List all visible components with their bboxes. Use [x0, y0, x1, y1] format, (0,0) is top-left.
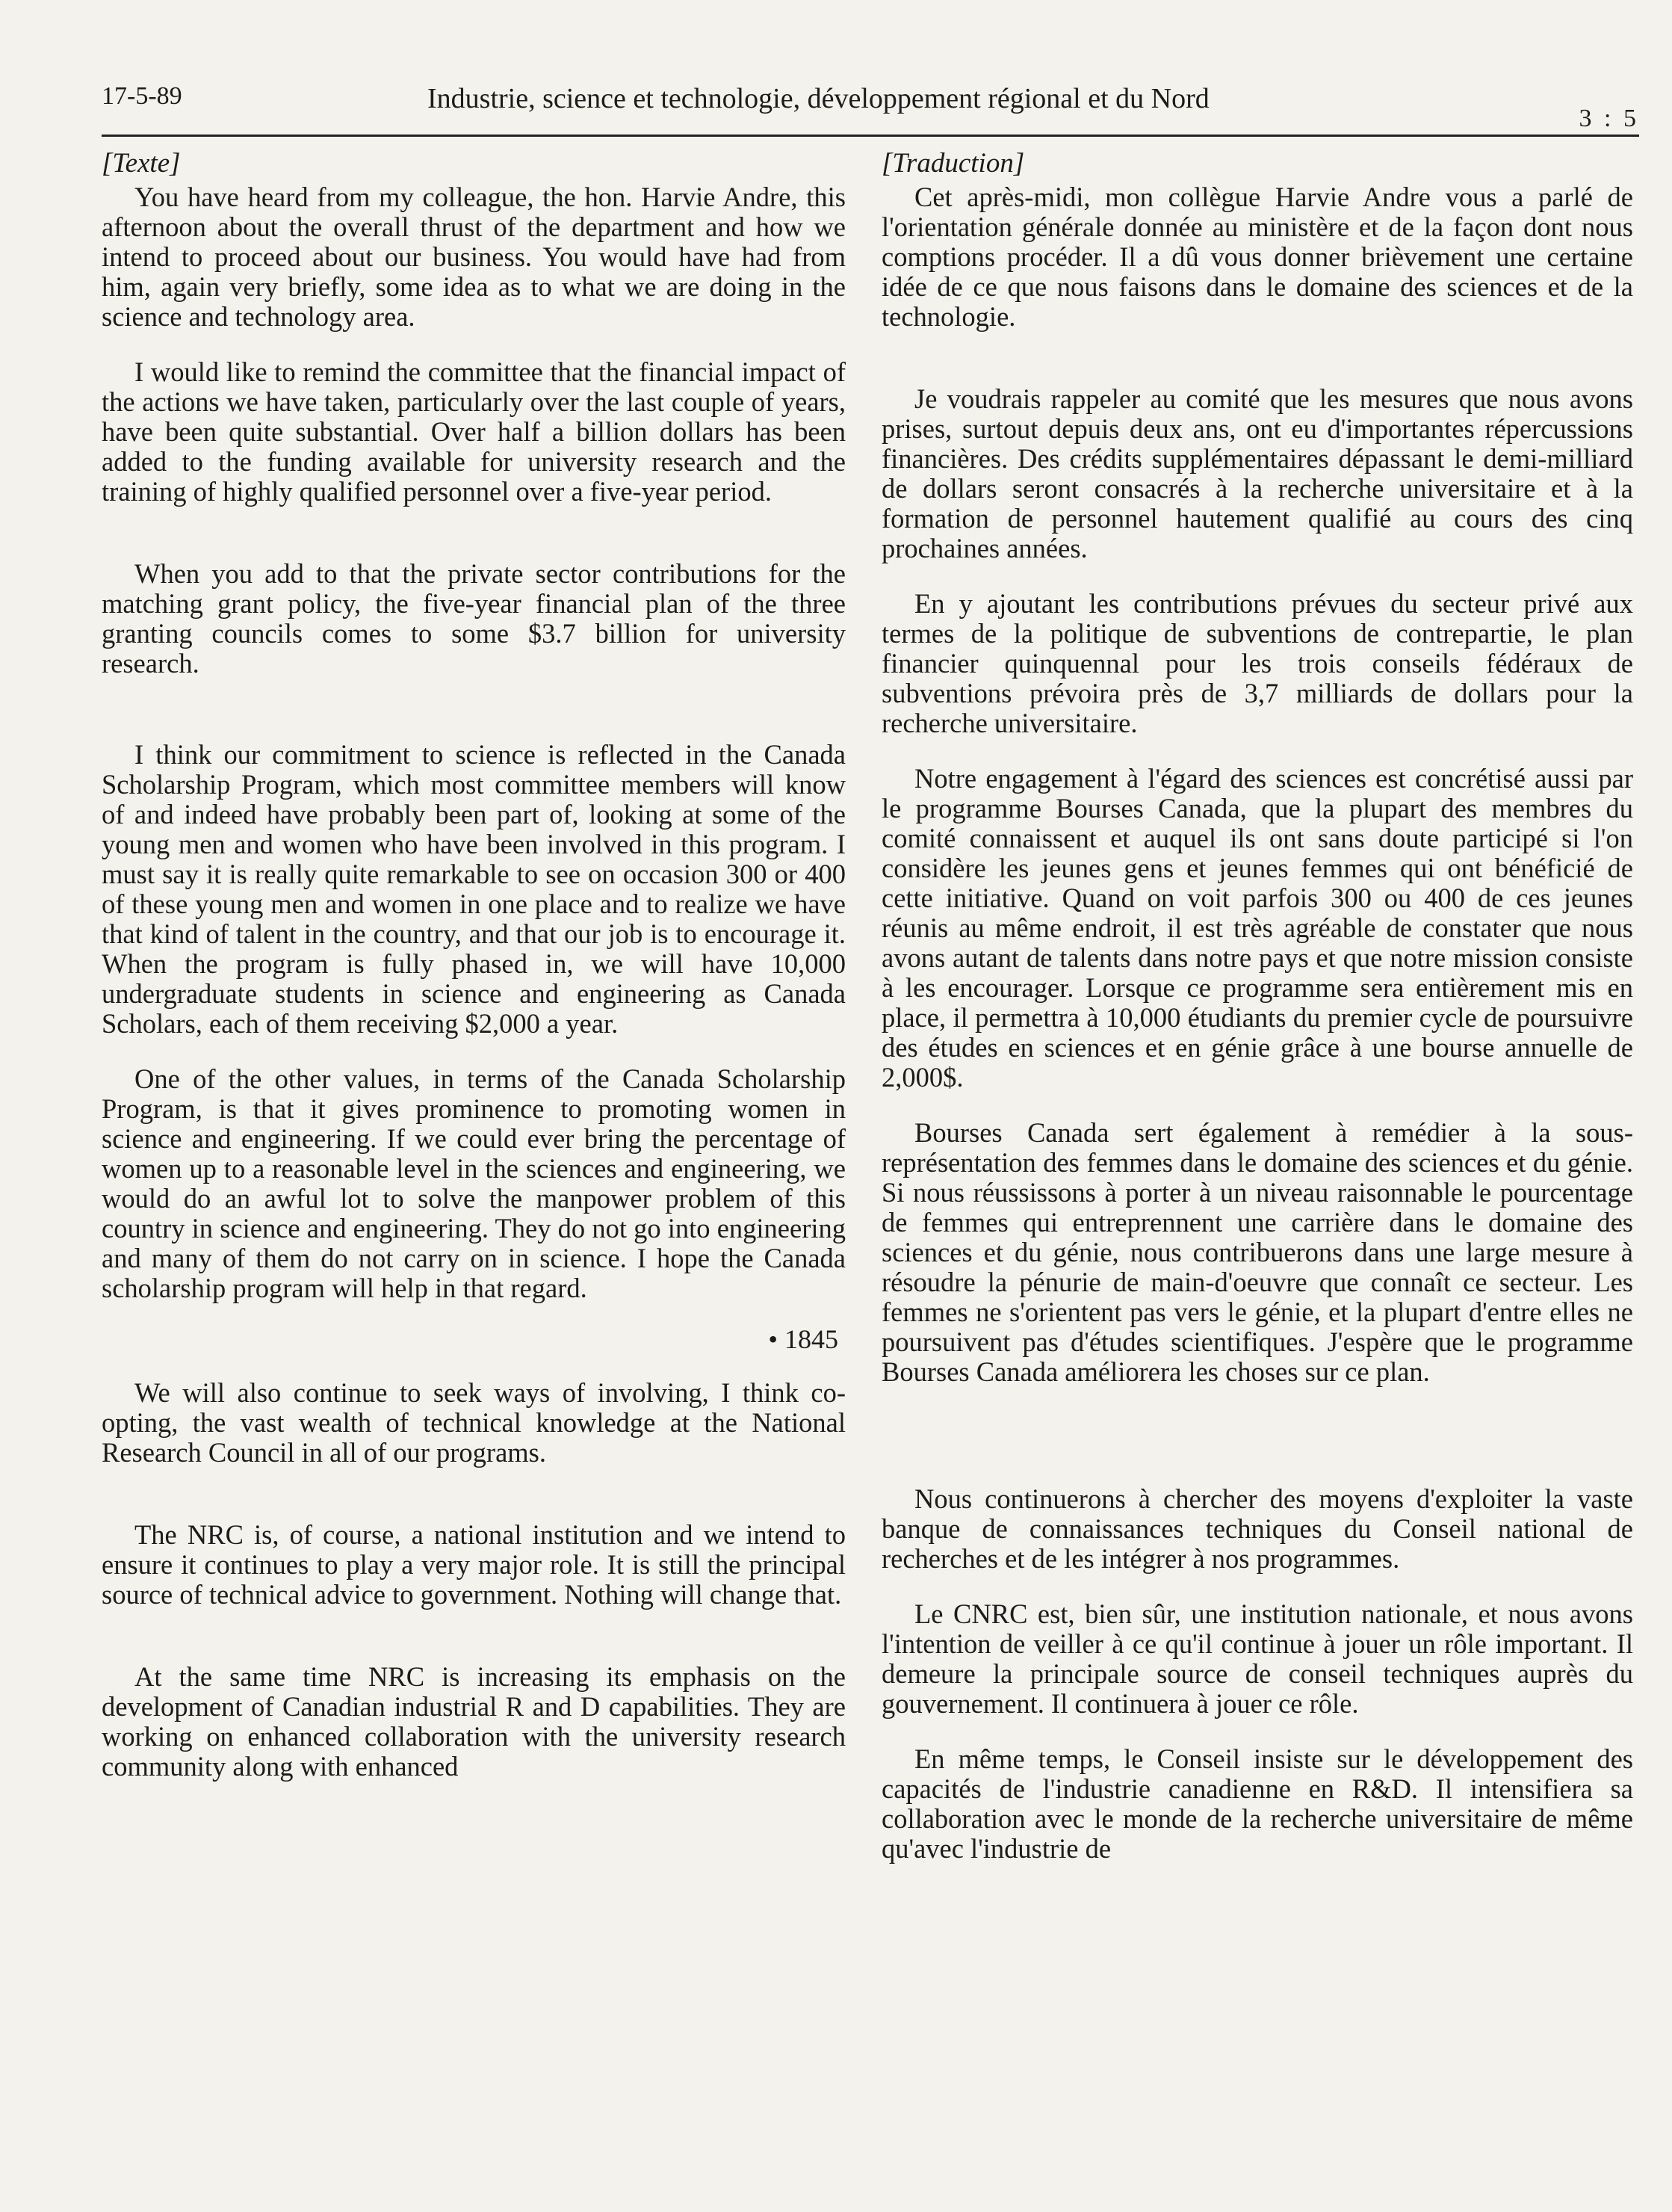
- english-paragraph: When you add to that the private sector contributions for the matching grant policy, the five-year financial plan of the three granting councils comes to some $3.7 billion for university research.: [102, 558, 846, 679]
- french-paragraph: En même temps, le Conseil insiste sur le développement des capacités de l'industrie canadienne en R&D. Il intensifiera sa collaboration avec le monde de la recherche universitaire de même qu'avec l'industrie de: [882, 1743, 1633, 1864]
- french-paragraph: Le CNRC est, bien sûr, une institution nationale, et nous avons l'intention de veiller à ce qu'il continue à jouer un rôle important. Il demeure la principale source de conseil techniques auprès du gouvernement. Il continuera à jouer ce rôle.: [882, 1598, 1633, 1719]
- french-label: [Traduction]: [882, 148, 1025, 179]
- english-paragraph: At the same time NRC is increasing its emphasis on the development of Canadian industrial R and D capabilities. They are working on enhanced collaboration with the university research community along with enhanced: [102, 1661, 846, 1782]
- english-paragraph: We will also continue to seek ways of involving, I think co-opting, the vast wealth of technical knowledge at the National Research Council in all of our programs.: [102, 1377, 846, 1468]
- english-paragraph: The NRC is, of course, a national institution and we intend to ensure it continues to play a very major role. It is still the principal source of technical advice to government. Nothing will change that.: [102, 1519, 846, 1610]
- english-label: [Texte]: [102, 148, 181, 179]
- time-marker: • 1845: [768, 1324, 838, 1354]
- english-paragraph: You have heard from my colleague, the hon. Harvie Andre, this afternoon about the overall thrust of the department and how we intend to proceed about our business. You would have had from him, again very briefly, some idea as to what we are doing in the science and technology area.: [102, 182, 846, 332]
- french-paragraph: Cet après-midi, mon collègue Harvie Andre vous a parlé de l'orientation générale donnée au ministère et de la façon dont nous comptions procéder. Il a dû vous donner brièvement une certaine idée de ce que nous faisons dans le domaine des sciences et de la technologie.: [882, 182, 1633, 332]
- french-column: [882, 146, 1633, 1864]
- page-header: [102, 82, 1639, 137]
- english-column: [102, 146, 846, 1782]
- french-paragraph: Notre engagement à l'égard des sciences est concrétisé aussi par le programme Bourses Canada, que la plupart des membres du comité connaissent et auquel ils ont sans doute participé si l'on considère les jeunes gens et jeunes femmes qui ont bénéficié de cette initiative. Quand on voit parfois 300 ou 400 de ces jeunes réunis au même endroit, il est très agréable de constater que nous avons autant de talents dans notre pays et que notre mission consiste à les encourager. Lorsque ce programme sera entièrement mis en place, il permettra à 10,000 étudiants du premier cycle de poursuivre des études en sciences et en génie grâce à une bourse annuelle de 2,000$.: [882, 763, 1633, 1093]
- english-paragraph: One of the other values, in terms of the Canada Scholarship Program, is that it gives prominence to promoting women in science and engineering. If we could ever bring the percentage of women up to a reasonable level in the sciences and engineering, we would do an awful lot to solve the manpower problem of this country in science and engineering. They do not go into engineering and many of them do not carry on in science. I hope the Canada scholarship program will help in that regard.: [102, 1063, 846, 1303]
- english-paragraph: I think our commitment to science is reflected in the Canada Scholarship Program, which most committee members will know of and indeed have probably been part of, looking at some of the young men and women who have been involved in this program. I must say it is really quite remarkable to see on occasion 300 or 400 of these young men and women in one place and to realize we have that kind of talent in the country, and that our job is to encourage it. When the program is fully phased in, we will have 10,000 undergraduate students in science and engineering as Canada Scholars, each of them receiving $2,000 a year.: [102, 739, 846, 1039]
- header-title: Industrie, science et technologie, développement régional et du Nord: [427, 83, 1210, 114]
- english-paragraph: I would like to remind the committee that the financial impact of the actions we have taken, particularly over the last couple of years, have been quite substantial. Over half a billion dollars has been added to the funding available for university research and the training of highly qualified personnel over a five-year period.: [102, 356, 846, 507]
- french-paragraph: Bourses Canada sert également à remédier à la sous-représentation des femmes dans le domaine des sciences et du génie. Si nous réussissons à porter à un niveau raisonnable le pourcentage de femmes qui entreprennent une carrière dans le domaine des sciences et du génie, nous contribuerons dans une large mesure à résoudre la pénurie de main-d'oeuvre que connaît ce secteur. Les femmes ne s'orientent pas vers le génie, et la plupart d'entre elles ne poursuivent pas d'études scientifiques. J'espère que le programme Bourses Canada améliorera les choses sur ce plan.: [882, 1117, 1633, 1387]
- header-date: 17-5-89: [102, 82, 182, 110]
- french-paragraph: Nous continuerons à chercher des moyens d'exploiter la vaste banque de connaissances techniques du Conseil national de recherches et de les intégrer à nos programmes.: [882, 1483, 1633, 1574]
- french-paragraph: Je voudrais rappeler au comité que les mesures que nous avons prises, surtout depuis deux ans, ont eu d'importantes répercussions financières. Des crédits supplémentaires dépassant le demi-milliard de dollars seront consacrés à la recherche universitaire et à la formation de personnel hautement qualifié au cours des cinq prochaines années.: [882, 383, 1633, 563]
- header-page-number: 3 : 5: [1579, 105, 1639, 132]
- french-paragraph: En y ajoutant les contributions prévues du secteur privé aux termes de la politique de subventions de contrepartie, le plan financier quinquennal pour les trois conseils fédéraux de subventions prévoira près de 3,7 milliards de dollars pour la recherche universitaire.: [882, 588, 1633, 738]
